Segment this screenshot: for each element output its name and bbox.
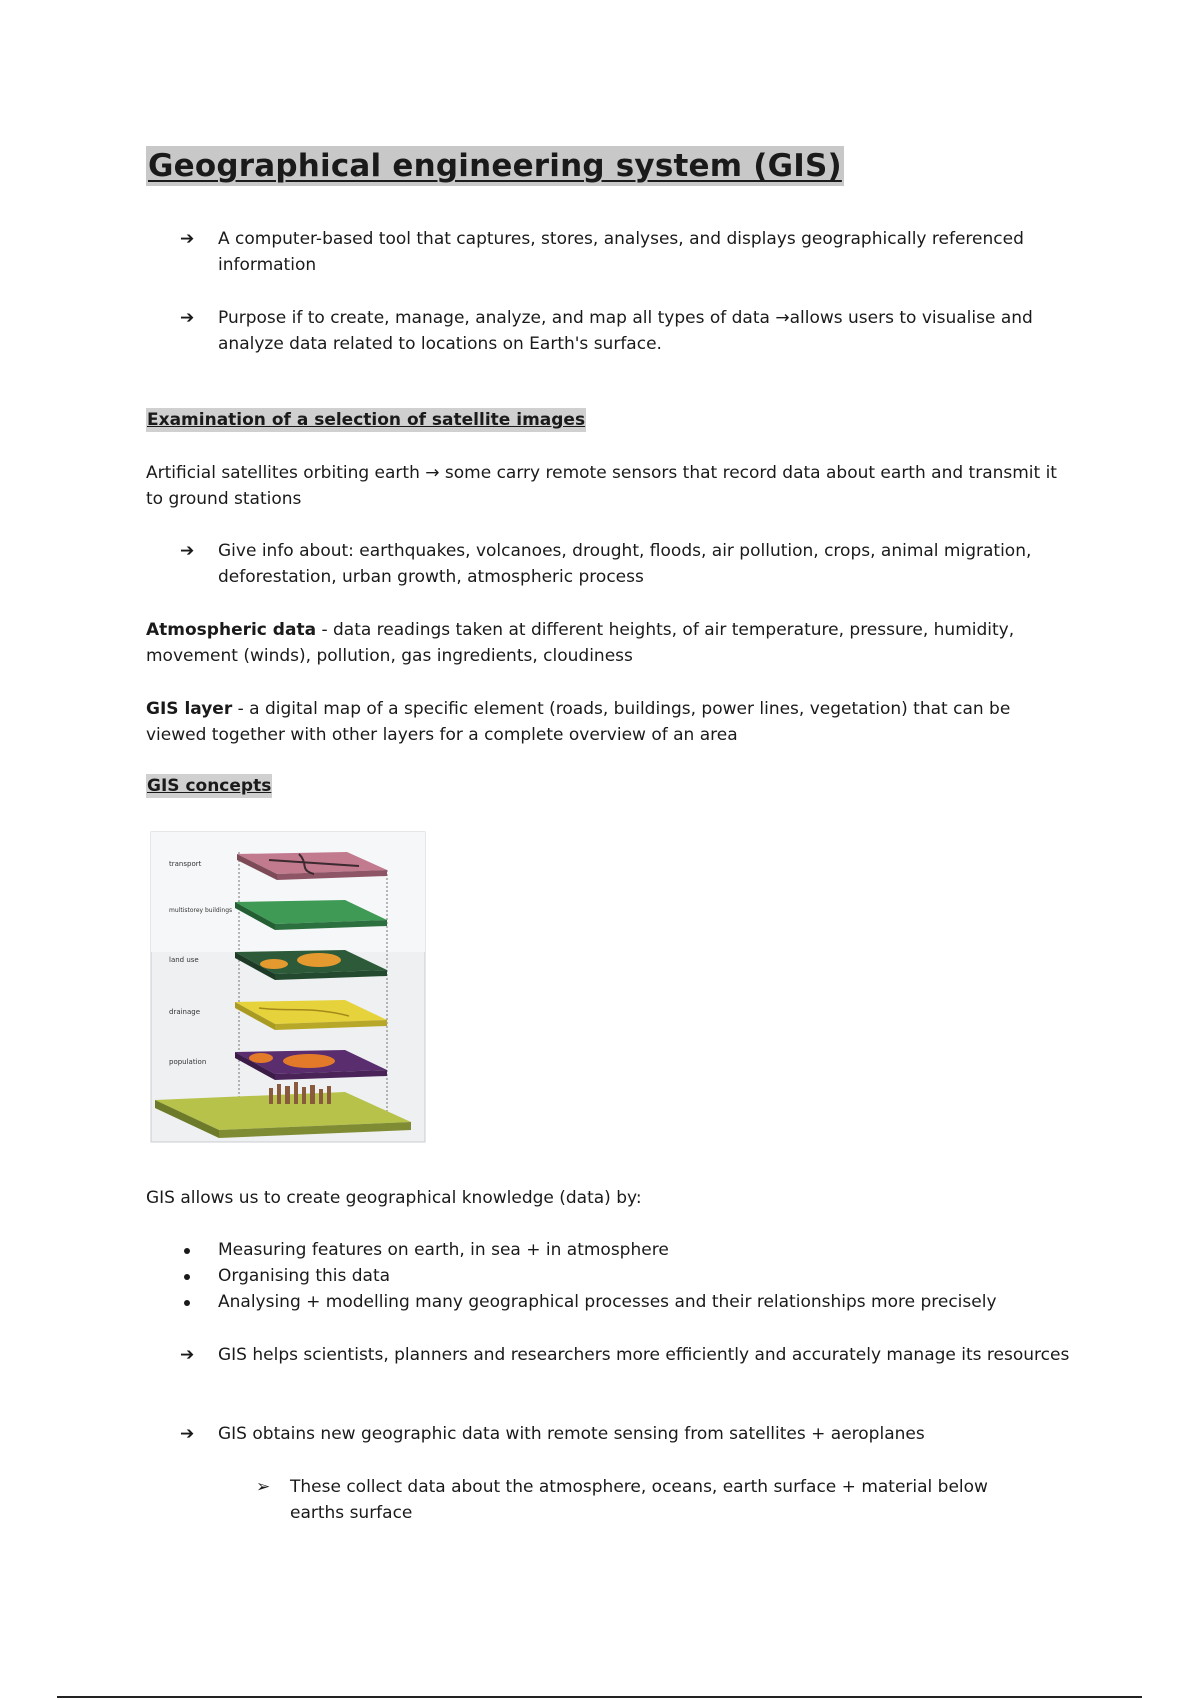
population-patch: [249, 1053, 273, 1063]
land-use-patch: [260, 959, 288, 969]
definition-term: GIS layer: [146, 699, 233, 719]
figure-label-buildings: multistorey buildings: [169, 907, 233, 914]
satellite-heading: Examination of a selection of satellite images: [147, 410, 586, 430]
definition-term: Atmospheric data: [146, 620, 317, 640]
intro-item-text: Purpose if to create, manage, analyze, and map all types of data →allows users to visualise and analyze data related to locations on Earth's surface.: [218, 308, 1033, 354]
bullet-icon: [184, 1248, 190, 1254]
satellite-info-text: Give info about: earthquakes, volcanoes, drought, floods, air pollution, crops, animal migration, deforestation, urban growth, atmospheric process: [218, 541, 1032, 587]
gis-layer-definition: [146, 696, 1066, 748]
figure-label-population: population: [169, 1058, 207, 1066]
figure-label-drainage: drainage: [169, 1008, 201, 1016]
gis-layers-figure: [149, 830, 429, 1150]
definition-text: - data readings taken at different heights, of air temperature, pressure, humidity, movement (winds), pollution, gas ingredients, cloudiness: [146, 620, 1015, 666]
arrow-icon: ➔: [180, 541, 195, 561]
knowledge-arrow-text: GIS helps scientists, planners and researchers more efficiently and accurately manage its resources: [218, 1345, 1070, 1365]
concepts-heading: GIS concepts: [147, 776, 272, 796]
atmospheric-data-definition: [146, 617, 1066, 669]
bullet-icon: [184, 1300, 190, 1306]
knowledge-bullet-list: [180, 1237, 997, 1315]
intro-item-text: A computer-based tool that captures, stores, analyses, and displays geographically referenced information: [218, 229, 1024, 275]
arrow-icon: ➔: [180, 229, 195, 249]
page-bottom-rule: [57, 1696, 1142, 1698]
land-use-patch: [297, 953, 341, 967]
sub-arrow-icon: ➢: [256, 1477, 271, 1497]
population-patch: [283, 1054, 335, 1068]
list-item: Organising this data: [180, 1263, 997, 1289]
arrow-icon: ➔: [180, 1345, 195, 1365]
figure-label-land-use: land use: [169, 956, 199, 964]
knowledge-intro: GIS allows us to create geographical knowledge (data) by:: [146, 1188, 642, 1208]
page-title: Geographical engineering system (GIS): [148, 148, 842, 184]
satellite-paragraph: Artificial satellites orbiting earth → some carry remote sensors that record data about earth and transmit it to ground stations: [146, 463, 1057, 509]
list-item: Analysing + modelling many geographical processes and their relationships more precisely: [180, 1289, 997, 1315]
definition-text: - a digital map of a specific element (roads, buildings, power lines, vegetation) that can be viewed together with other layers for a complete overview of an area: [146, 699, 1011, 745]
knowledge-arrow-text: GIS obtains new geographic data with remote sensing from satellites + aeroplanes: [218, 1424, 925, 1444]
arrow-icon: ➔: [180, 308, 195, 328]
knowledge-sub-text: These collect data about the atmosphere, oceans, earth surface + material below earths surface: [290, 1477, 988, 1523]
figure-sky: [151, 832, 425, 952]
bullet-icon: [184, 1274, 190, 1280]
figure-label-transport: transport: [169, 860, 202, 868]
list-item: Measuring features on earth, in sea + in atmosphere: [180, 1237, 997, 1263]
arrow-icon: ➔: [180, 1424, 195, 1444]
